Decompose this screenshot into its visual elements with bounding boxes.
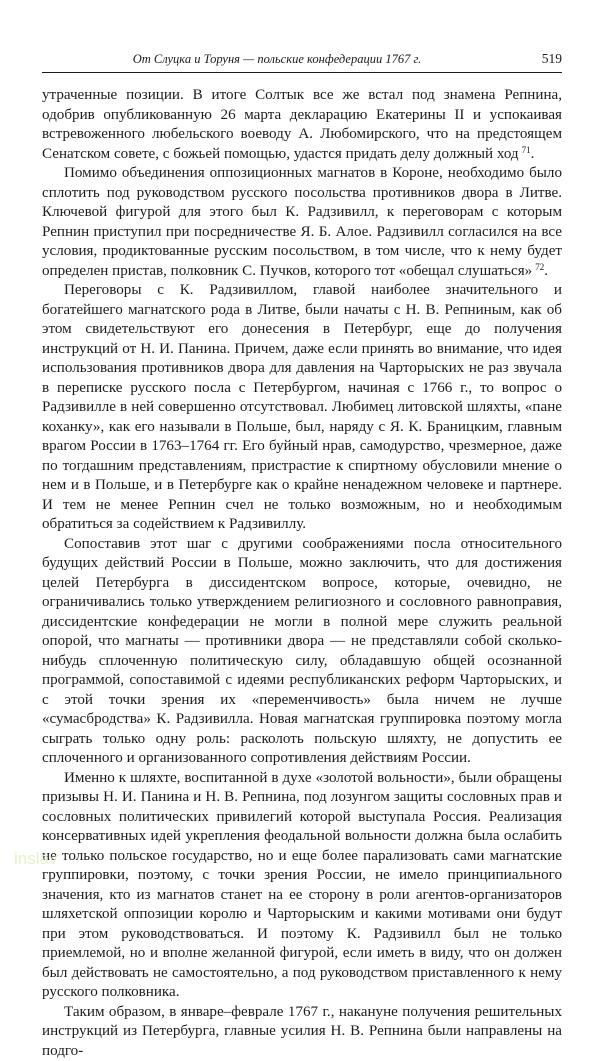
header-rule — [42, 72, 562, 73]
running-title: От Слуцка и Торуня — польские конфедерации 1767 г. — [42, 52, 512, 67]
paragraph-text: утраченные позиции. В итоге Солтык все же встал под знамена Репнина, одобрив опубликованную 26 марта декларацию Екатерины II и успокаивая встревоженного любельского воеводу А. Любомирского, что на предстоящем Сенатском совете, с божьей помощью, удастся придать делу должный ход — [42, 87, 562, 162]
paragraph-2 — [42, 164, 562, 281]
footnote-ref-72[interactable]: 72 — [535, 262, 544, 272]
body-text — [42, 86, 562, 1061]
running-head — [42, 50, 562, 70]
paragraph-text: Помимо объединения оппозиционных магнатов в Короне, необходимо было сплотить под руководством русского посольства противников двора в Литве. Ключевой фигурой для этого был К. Радзивилл, к переговорам с которым Репнин приступил при посредничестве Я. Б. Алое. Радзивилл согласился на все условия, продиктованные русским посольством, в том числе, что к нему будет определен пристав, полковник С. Пучков, которого тот «обещал слушаться» — [42, 165, 562, 279]
paragraph-5: Именно к шляхте, воспитанной в духе «золотой вольности», были обращены призывы Н. И. Панина и Н. В. Репнина, под лозунгом защиты сословных прав и сословных политических привилегий которой выступала Россия. Реализация консервативных идей укрепления феодальной вольности должна была ослабить не только польское государство, но и еще более парализовать сами магнатские группировки, поэтому, с точки зрения России, не имело принципиального значения, кто из магнатов станет на ее сторону в роли агентов-организаторов шляхетской оппозиции королю и Чарторыским и какими мотивами они будут при этом руководствоваться. И поэтому К. Радзивилл был не только приемлемой, но и вполне желанной фигурой, если иметь в виду, что он должен был действовать не самостоятельно, а под руководством приставленного к нему русского полковника. — [42, 769, 562, 1003]
paragraph-3: Переговоры с К. Радзивиллом, главой наиболее значительного и богатейшего магнатского рода в Литве, были начаты с Н. В. Репниным, как об этом свидетельствуют его донесения в Петербург, еще до получения инструкций от Н. И. Панина. Причем, даже если принять во внимание, что идея использования противников двора для давления на Чарторыских не раз звучала в переписке русского посла с Петербургом, начиная с 1766 г., то вопрос о Радзивилле в ней совершенно отсутствовал. Любимец литовской шляхты, «пане коханку», как его называли в Польше, был, наряду с Я. К. Браницким, главным врагом России в 1763–1764 гг. Его буйный нрав, самодурство, чрезмерное, даже по тогдашним представлениям, пристрастие к спиртному обусловили мнение о нем и в Польше, и в Петербурге как о крайне ненадежном человеке и партнере. И тем не менее Репнин счел не только возможным, но и необходимым обратиться за содействием к Радзивиллу. — [42, 281, 562, 535]
paragraph-6: Таким образом, в январе–феврале 1767 г., накануне получения решительных инструкций из Петербурга, главные усилия Н. В. Репнина были направлены на подго- — [42, 1003, 562, 1061]
paragraph-tail: . — [544, 263, 548, 279]
paragraph-4: Сопоставив этот шаг с другими соображениями посла относительного будущих действий России в Польше, можно заключить, что для достижения целей Петербурга в диссидентском вопросе, которые, очевидно, не ограничивались только утверждением религиозного и сословного равноправия, диссидентские конфедерации не могли в полной мере служить реальной опорой, что магнаты — противники двора — не представляли собой сколько-нибудь сплоченную политическую силу, обладавшую общей осознанной программой, сопоставимой с идеями республиканских реформ Чарторыских, и с этой точки зрения их «переменчивость» была ничем не лучше «сумасбродства» К. Радзивилла. Новая магнатская группировка поэтому могла сыграть только одну роль: расколоть польскую шляхту, не допустить ее сплоченного и организованного сопротивления действиям России. — [42, 535, 562, 769]
watermark-logo: inslav — [14, 849, 57, 869]
paragraph-1 — [42, 86, 562, 164]
footnote-ref-71[interactable]: 71 — [522, 145, 531, 155]
page-number: 519 — [542, 51, 562, 67]
paragraph-tail: . — [531, 146, 535, 162]
